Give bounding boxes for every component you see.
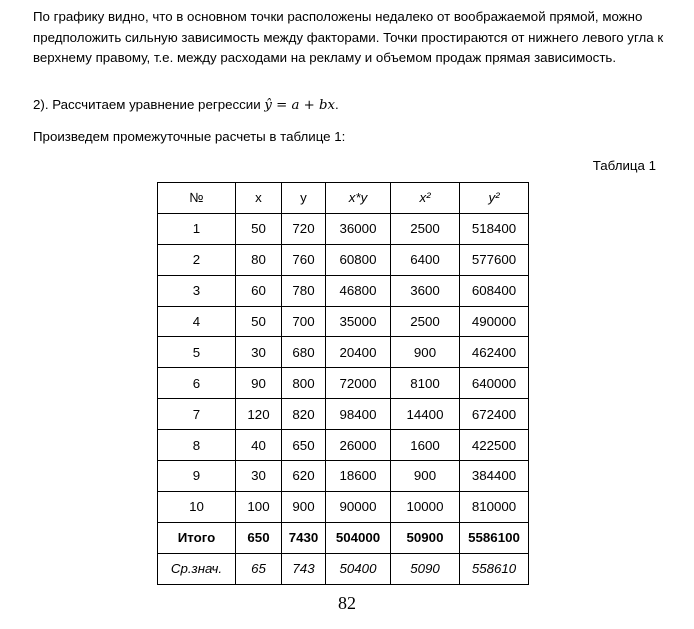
table-cell: 98400 xyxy=(326,399,391,430)
table-cell: 14400 xyxy=(391,399,460,430)
table-cell: 700 xyxy=(282,306,326,337)
table-cell: 36000 xyxy=(326,213,391,244)
table-cell: 60800 xyxy=(326,244,391,275)
table-cell: 810000 xyxy=(460,491,529,522)
intro-paragraph: По графику видно, что в основном точки расположены недалеко от воображаемой прямой, можно предположить сильную зависимость между факторами. Точки простираются от нижнего левого угла к верхнему правому, т.е. между расходами на рекламу и объемом продаж прямая зависимость. xyxy=(33,9,664,65)
table-cell: 384400 xyxy=(460,461,529,492)
table-cell: 680 xyxy=(282,337,326,368)
table-cell: 20400 xyxy=(326,337,391,368)
table-cell: 504000 xyxy=(326,522,391,553)
column-header: x xyxy=(236,183,282,214)
column-header: x² xyxy=(391,183,460,214)
table-cell: 46800 xyxy=(326,275,391,306)
table-row xyxy=(158,337,529,368)
table-cell: 5586100 xyxy=(460,522,529,553)
table-cell: Ср.знач. xyxy=(158,553,236,584)
table-cell: 9 xyxy=(158,461,236,492)
table-header-row xyxy=(158,183,529,214)
table-cell: 30 xyxy=(236,461,282,492)
table-cell: 2500 xyxy=(391,306,460,337)
table-cell: 672400 xyxy=(460,399,529,430)
table-cell: 10 xyxy=(158,491,236,522)
table-row xyxy=(158,244,529,275)
regression-paragraph xyxy=(33,95,673,117)
table-cell: 608400 xyxy=(460,275,529,306)
table-cell: 100 xyxy=(236,491,282,522)
table-cell: 8100 xyxy=(391,368,460,399)
table-cell: 900 xyxy=(391,337,460,368)
table-cell: 462400 xyxy=(460,337,529,368)
table-cell: 120 xyxy=(236,399,282,430)
table-cell: 650 xyxy=(236,522,282,553)
table-row xyxy=(158,213,529,244)
table-cell: 10000 xyxy=(391,491,460,522)
table-cell: 900 xyxy=(282,491,326,522)
table-cell: 4 xyxy=(158,306,236,337)
table-cell: 800 xyxy=(282,368,326,399)
table-cell: 650 xyxy=(282,430,326,461)
table-body xyxy=(158,213,529,584)
table-cell: 50 xyxy=(236,306,282,337)
table-caption: Таблица 1 xyxy=(592,158,656,173)
table-cell: 820 xyxy=(282,399,326,430)
table-row xyxy=(158,491,529,522)
table-cell: 18600 xyxy=(326,461,391,492)
table-cell: 72000 xyxy=(326,368,391,399)
table-cell: 640000 xyxy=(460,368,529,399)
table-cell: 65 xyxy=(236,553,282,584)
table-cell: 26000 xyxy=(326,430,391,461)
regression-formula: ŷ = a + bx xyxy=(264,98,335,113)
table-row xyxy=(158,399,529,430)
regression-end: . xyxy=(334,97,339,112)
table-cell: 720 xyxy=(282,213,326,244)
table-cell: 900 xyxy=(391,461,460,492)
table-cell: 558610 xyxy=(460,553,529,584)
table-cell: 490000 xyxy=(460,306,529,337)
column-header: № xyxy=(158,183,236,214)
table-cell: 90000 xyxy=(326,491,391,522)
table-cell: 743 xyxy=(282,553,326,584)
table-cell: 8 xyxy=(158,430,236,461)
page-number: 82 xyxy=(338,593,356,613)
table-row xyxy=(158,306,529,337)
table-row xyxy=(158,430,529,461)
table-row xyxy=(158,368,529,399)
table-cell: 5 xyxy=(158,337,236,368)
table-cell: 7430 xyxy=(282,522,326,553)
column-header: x*y xyxy=(326,183,391,214)
table-cell: 35000 xyxy=(326,306,391,337)
table-cell: 1600 xyxy=(391,430,460,461)
table-cell: 50900 xyxy=(391,522,460,553)
table-cell: 1 xyxy=(158,213,236,244)
table-cell: 2 xyxy=(158,244,236,275)
column-header: y² xyxy=(460,183,529,214)
table-cell: 780 xyxy=(282,275,326,306)
table-cell: 518400 xyxy=(460,213,529,244)
table-cell: 7 xyxy=(158,399,236,430)
table-cell: 60 xyxy=(236,275,282,306)
table-cell: 2500 xyxy=(391,213,460,244)
table-cell: 50 xyxy=(236,213,282,244)
table-row xyxy=(158,275,529,306)
table-cell: 40 xyxy=(236,430,282,461)
total-row xyxy=(158,522,529,553)
table-row xyxy=(158,461,529,492)
table-cell: 6400 xyxy=(391,244,460,275)
calculation-table xyxy=(157,182,529,585)
column-header: y xyxy=(282,183,326,214)
average-row xyxy=(158,553,529,584)
table-cell: 620 xyxy=(282,461,326,492)
calc-paragraph: Произведем промежуточные расчеты в таблице 1: xyxy=(33,129,346,144)
regression-text: 2). Рассчитаем уравнение регрессии xyxy=(33,97,265,112)
table-cell: 3600 xyxy=(391,275,460,306)
table-cell: 50400 xyxy=(326,553,391,584)
table-cell: 577600 xyxy=(460,244,529,275)
table-cell: 6 xyxy=(158,368,236,399)
table-cell: 30 xyxy=(236,337,282,368)
table-cell: 90 xyxy=(236,368,282,399)
table-cell: 422500 xyxy=(460,430,529,461)
table-cell: 80 xyxy=(236,244,282,275)
table-cell: 760 xyxy=(282,244,326,275)
table-cell: 5090 xyxy=(391,553,460,584)
table-cell: 3 xyxy=(158,275,236,306)
table-cell: Итого xyxy=(158,522,236,553)
